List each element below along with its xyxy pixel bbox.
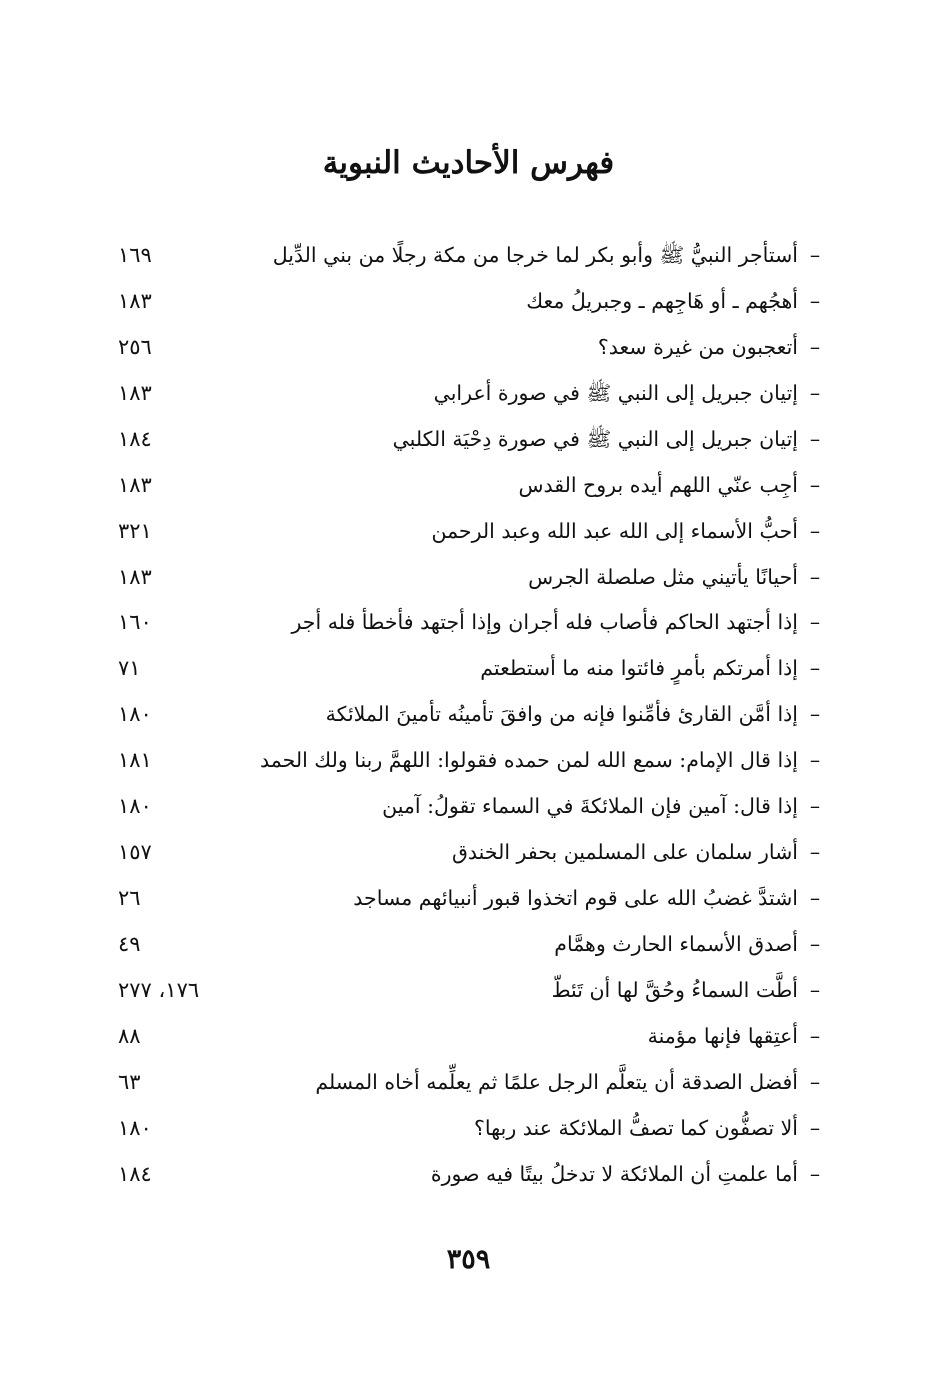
entry-text xyxy=(434,378,832,408)
entry-dash: – xyxy=(809,380,821,405)
hadith-text: إذا قال: آمين فإن الملائكةَ في السماء تقولُ: آمين xyxy=(382,794,798,819)
hadith-text: أحبُّ الأسماء إلى الله عبد الله وعبد الرحمن xyxy=(431,518,798,543)
entry-page-number: ١٨٣ xyxy=(118,472,152,497)
hadith-text: إتيان جبريل إلى النبي ﷺ في صورة دِحْيَة الكلبي xyxy=(392,426,798,451)
entry-dash: – xyxy=(809,794,821,819)
index-entry xyxy=(118,416,832,462)
entry-text xyxy=(292,607,833,637)
entry-page-number: ١٨٠ xyxy=(118,794,152,819)
entry-text xyxy=(260,745,832,775)
index-entry xyxy=(118,645,832,691)
index-entry xyxy=(118,462,832,508)
entry-dash: – xyxy=(809,564,821,589)
index-entry xyxy=(118,554,832,600)
index-entry xyxy=(118,737,832,783)
index-entry xyxy=(118,829,832,875)
entry-page-number: ١٨٠ xyxy=(118,1115,152,1140)
index-entry xyxy=(118,1105,832,1151)
entry-text xyxy=(353,883,832,913)
entry-text xyxy=(526,286,832,316)
entry-text xyxy=(528,562,832,592)
entry-dash: – xyxy=(809,1115,821,1140)
hadith-text: ألا تصفُّون كما تصفُّ الملائكة عند ربها؟ xyxy=(474,1115,798,1140)
entry-text xyxy=(648,1021,832,1051)
hadith-text: أما علمتِ أن الملائكة لا تدخلُ بيتًا فيه صورة xyxy=(430,1161,798,1186)
index-entry xyxy=(118,1013,832,1059)
entry-page-number: ١٨١ xyxy=(118,748,152,773)
hadith-text: أتعجبون من غيرة سعد؟ xyxy=(597,334,798,359)
hadith-text: اشتدَّ غضبُ الله على قوم اتخذوا قبور أنبيائهم مساجد xyxy=(353,886,798,911)
index-entry xyxy=(118,600,832,646)
entry-page-number: ١٨٤ xyxy=(118,1161,152,1186)
entry-page-number: ١٨٣ xyxy=(118,564,152,589)
entry-dash: – xyxy=(809,288,821,313)
entry-dash: – xyxy=(809,1023,821,1048)
index-entry xyxy=(118,370,832,416)
entry-page-number: ٦٣ xyxy=(118,1069,141,1094)
entry-text xyxy=(393,424,832,454)
hadith-text: أطَّت السماءُ وحُقَّ لها أن تَئطّ xyxy=(551,977,798,1002)
entry-text xyxy=(518,470,832,500)
hadith-text: أحيانًا يأتيني مثل صلصلة الجرس xyxy=(528,564,798,589)
entry-text xyxy=(431,516,832,546)
entry-page-number: ١٥٧ xyxy=(118,840,152,865)
entry-page-number: ٧١ xyxy=(118,656,141,681)
entry-text xyxy=(552,975,832,1005)
index-entry xyxy=(118,875,832,921)
entry-dash: – xyxy=(809,1069,821,1094)
hadith-text: أهجُهم ـ أو هَاجِهم ـ وجبريلُ معك xyxy=(526,288,798,313)
entry-text xyxy=(554,929,832,959)
entry-dash: – xyxy=(809,656,821,681)
entry-text xyxy=(474,1113,832,1143)
entry-page-number: ١٨٣ xyxy=(118,288,152,313)
hadith-text: إذا قال الإمام: سمع الله لمن حمده فقولوا: اللهمَّ ربنا ولك الحمد xyxy=(259,748,798,773)
entry-text xyxy=(326,699,832,729)
index-entry xyxy=(118,324,832,370)
entry-dash: – xyxy=(809,426,821,451)
entry-page-number: ٤٩ xyxy=(118,932,141,957)
entry-text xyxy=(452,837,832,867)
hadith-text: أعتِقها فإنها مؤمنة xyxy=(647,1023,798,1048)
index-entry xyxy=(118,278,832,324)
entry-dash: – xyxy=(809,518,821,543)
entry-dash: – xyxy=(809,472,821,497)
entry-dash: – xyxy=(809,702,821,727)
entry-dash: – xyxy=(809,1161,821,1186)
hadith-text: إذا أجتهد الحاكم فأصاب فله أجران وإذا أجتهد فأخطأ فله أجر xyxy=(291,610,798,635)
index-entry xyxy=(118,232,832,278)
hadith-text: أشار سلمان على المسلمين بحفر الخندق xyxy=(452,840,798,865)
entry-dash: – xyxy=(809,334,821,359)
entry-text xyxy=(382,791,832,821)
entry-page-number: ١٦٩ xyxy=(118,242,152,267)
index-entry xyxy=(118,691,832,737)
entry-page-number: ٨٨ xyxy=(118,1023,141,1048)
hadith-text: إتيان جبريل إلى النبي ﷺ في صورة أعرابي xyxy=(433,380,798,405)
index-entry xyxy=(118,1151,832,1197)
hadith-text: إذا أمَّن القارئ فأمِّنوا فإنه من وافقَ تأمينُه تأمينَ الملائكة xyxy=(325,702,798,727)
entry-dash: – xyxy=(809,242,821,267)
entry-text xyxy=(273,240,832,270)
hadith-index-list xyxy=(118,232,832,1197)
entry-text xyxy=(598,332,832,362)
hadith-text: أجِب عنّي اللهم أيده بروح القدس xyxy=(518,472,798,497)
hadith-text: أصدق الأسماء الحارث وهمَّام xyxy=(554,932,798,957)
hadith-text: إذا أمرتكم بأمرٍ فائتوا منه ما أستطعتم xyxy=(480,656,798,681)
entry-page-number: ١٦٠ xyxy=(118,610,152,635)
entry-page-number: ٢٦ xyxy=(118,886,141,911)
index-entry xyxy=(118,508,832,554)
index-entry xyxy=(118,783,832,829)
entry-dash: – xyxy=(809,977,821,1002)
entry-dash: – xyxy=(809,932,821,957)
entry-text xyxy=(315,1067,832,1097)
entry-text xyxy=(431,1159,832,1189)
entry-text xyxy=(480,653,832,683)
entry-dash: – xyxy=(809,840,821,865)
index-entry xyxy=(118,921,832,967)
index-entry xyxy=(118,1059,832,1105)
entry-page-number: ١٨٠ xyxy=(118,702,152,727)
entry-dash: – xyxy=(809,748,821,773)
entry-page-number: ٢٥٦ xyxy=(118,334,152,359)
page-title: فهرس الأحاديث النبوية xyxy=(322,145,615,181)
hadith-text: أفضل الصدقة أن يتعلَّم الرجل علمًا ثم يعلِّمه أخاه المسلم xyxy=(315,1069,798,1094)
entry-page-number: ٣٢١ xyxy=(118,518,152,543)
index-entry xyxy=(118,967,832,1013)
hadith-text: أستأجر النبيُّ ﷺ وأبو بكر لما خرجا من مكة رجلًا من بني الدِّيل xyxy=(272,242,798,267)
entry-page-number: ١٧٦، ٢٧٧ xyxy=(118,977,200,1002)
entry-dash: – xyxy=(809,886,821,911)
entry-page-number: ١٨٤ xyxy=(118,426,152,451)
entry-dash: – xyxy=(809,610,821,635)
page-number: ٣٥٩ xyxy=(446,1244,491,1275)
entry-page-number: ١٨٣ xyxy=(118,380,152,405)
